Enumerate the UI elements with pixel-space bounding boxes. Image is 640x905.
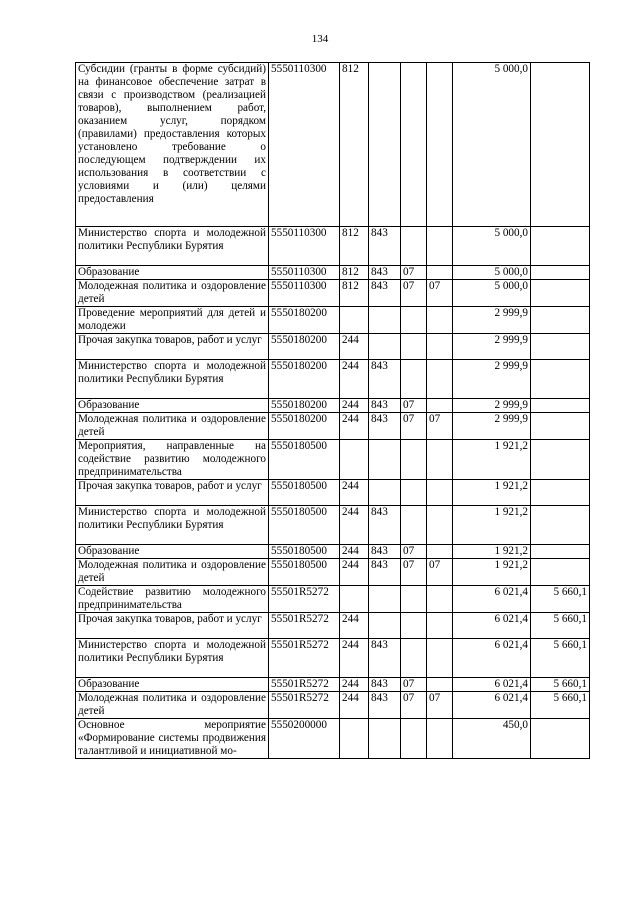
ministry-code: 843 <box>369 360 401 399</box>
table-row <box>76 266 590 280</box>
amount: 2 999,9 <box>453 334 531 360</box>
ministry-code: 843 <box>369 678 401 692</box>
expense-type-code: 812 <box>340 227 369 266</box>
section-code <box>401 360 427 399</box>
target-code: 5550110300 <box>269 63 340 227</box>
target-code: 5550180200 <box>269 413 340 440</box>
row-name: Содействие развитию молодежного предпринимательства <box>76 586 269 613</box>
table-row <box>76 480 590 506</box>
federal-amount: 5 660,1 <box>531 586 590 613</box>
section-code <box>401 506 427 545</box>
amount: 2 999,9 <box>453 399 531 413</box>
amount: 2 999,9 <box>453 413 531 440</box>
row-name: Мероприятия, направленные на содействие развитию молодежного предпринимательства <box>76 440 269 480</box>
row-name: Министерство спорта и молодежной политики Республики Бурятия <box>76 227 269 266</box>
ministry-code: 843 <box>369 692 401 719</box>
subsection-code <box>427 639 453 678</box>
target-code: 5550180500 <box>269 559 340 586</box>
ministry-code: 843 <box>369 266 401 280</box>
ministry-code: 843 <box>369 280 401 307</box>
federal-amount <box>531 440 590 480</box>
amount: 6 021,4 <box>453 613 531 639</box>
expense-type-code: 244 <box>340 360 369 399</box>
section-code <box>401 719 427 759</box>
table-row <box>76 639 590 678</box>
ministry-code: 843 <box>369 545 401 559</box>
table-body <box>76 63 590 759</box>
section-code: 07 <box>401 413 427 440</box>
target-code: 5550110300 <box>269 227 340 266</box>
federal-amount <box>531 480 590 506</box>
amount: 1 921,2 <box>453 545 531 559</box>
expense-type-code: 244 <box>340 480 369 506</box>
section-code <box>401 334 427 360</box>
row-name: Министерство спорта и молодежной политики Республики Бурятия <box>76 639 269 678</box>
amount: 5 000,0 <box>453 63 531 227</box>
row-name: Образование <box>76 266 269 280</box>
subsection-code <box>427 334 453 360</box>
expense-type-code: 812 <box>340 280 369 307</box>
amount: 1 921,2 <box>453 559 531 586</box>
expense-type-code: 244 <box>340 399 369 413</box>
table-row <box>76 692 590 719</box>
row-name: Субсидии (гранты в форме субсидий) на финансовое обеспечение затрат в связи с производством (реализацией товаров), выполнением работ, оказанием услуг, порядком (правилами) предоставления которых установлено требование о последующем подтверждении их использования в соответствии с условиями и (или) целями предоставления <box>76 63 269 227</box>
table-row <box>76 413 590 440</box>
table-row <box>76 506 590 545</box>
subsection-code: 07 <box>427 280 453 307</box>
row-name: Молодежная политика и оздоровление детей <box>76 692 269 719</box>
amount: 5 000,0 <box>453 227 531 266</box>
section-code <box>401 480 427 506</box>
expense-type-code <box>340 440 369 480</box>
row-name: Министерство спорта и молодежной политики Республики Бурятия <box>76 506 269 545</box>
row-name: Образование <box>76 545 269 559</box>
section-code <box>401 307 427 334</box>
expense-type-code: 812 <box>340 266 369 280</box>
target-code: 5550110300 <box>269 266 340 280</box>
federal-amount <box>531 719 590 759</box>
ministry-code: 843 <box>369 399 401 413</box>
table-row <box>76 227 590 266</box>
subsection-code <box>427 360 453 399</box>
subsection-code <box>427 480 453 506</box>
section-code <box>401 440 427 480</box>
federal-amount <box>531 266 590 280</box>
ministry-code: 843 <box>369 506 401 545</box>
subsection-code: 07 <box>427 559 453 586</box>
federal-amount: 5 660,1 <box>531 692 590 719</box>
section-code <box>401 227 427 266</box>
federal-amount <box>531 280 590 307</box>
ministry-code <box>369 63 401 227</box>
ministry-code <box>369 307 401 334</box>
section-code: 07 <box>401 545 427 559</box>
amount: 6 021,4 <box>453 692 531 719</box>
federal-amount <box>531 559 590 586</box>
amount: 1 921,2 <box>453 506 531 545</box>
row-name: Прочая закупка товаров, работ и услуг <box>76 613 269 639</box>
expense-type-code: 244 <box>340 613 369 639</box>
ministry-code <box>369 480 401 506</box>
ministry-code <box>369 440 401 480</box>
subsection-code <box>427 63 453 227</box>
federal-amount <box>531 360 590 399</box>
row-name: Молодежная политика и оздоровление детей <box>76 413 269 440</box>
row-name: Образование <box>76 678 269 692</box>
target-code: 5550200000 <box>269 719 340 759</box>
budget-table <box>75 62 590 759</box>
target-code: 5550180500 <box>269 440 340 480</box>
section-code: 07 <box>401 559 427 586</box>
target-code: 55501R5272 <box>269 692 340 719</box>
section-code <box>401 613 427 639</box>
ministry-code: 843 <box>369 559 401 586</box>
subsection-code <box>427 506 453 545</box>
target-code: 55501R5272 <box>269 613 340 639</box>
target-code: 55501R5272 <box>269 678 340 692</box>
subsection-code: 07 <box>427 692 453 719</box>
target-code: 55501R5272 <box>269 586 340 613</box>
target-code: 5550180200 <box>269 360 340 399</box>
table-row <box>76 280 590 307</box>
table-row <box>76 334 590 360</box>
expense-type-code <box>340 307 369 334</box>
table-row <box>76 399 590 413</box>
table-row <box>76 613 590 639</box>
row-name: Министерство спорта и молодежной политики Республики Бурятия <box>76 360 269 399</box>
federal-amount: 5 660,1 <box>531 639 590 678</box>
ministry-code: 843 <box>369 413 401 440</box>
ministry-code <box>369 586 401 613</box>
expense-type-code: 244 <box>340 559 369 586</box>
row-name: Прочая закупка товаров, работ и услуг <box>76 480 269 506</box>
section-code: 07 <box>401 692 427 719</box>
row-name: Молодежная политика и оздоровление детей <box>76 280 269 307</box>
table-row <box>76 545 590 559</box>
target-code: 5550180200 <box>269 334 340 360</box>
section-code: 07 <box>401 678 427 692</box>
target-code: 5550180500 <box>269 545 340 559</box>
federal-amount <box>531 334 590 360</box>
federal-amount: 5 660,1 <box>531 678 590 692</box>
expense-type-code: 244 <box>340 639 369 678</box>
table-row <box>76 307 590 334</box>
section-code <box>401 63 427 227</box>
ministry-code: 843 <box>369 639 401 678</box>
expense-type-code: 244 <box>340 692 369 719</box>
amount: 450,0 <box>453 719 531 759</box>
federal-amount <box>531 506 590 545</box>
subsection-code <box>427 266 453 280</box>
target-code: 5550180500 <box>269 480 340 506</box>
table-row <box>76 678 590 692</box>
amount: 1 921,2 <box>453 480 531 506</box>
federal-amount <box>531 227 590 266</box>
row-name: Молодежная политика и оздоровление детей <box>76 559 269 586</box>
expense-type-code: 244 <box>340 506 369 545</box>
row-name: Образование <box>76 399 269 413</box>
section-code <box>401 639 427 678</box>
ministry-code <box>369 719 401 759</box>
subsection-code <box>427 613 453 639</box>
expense-type-code: 244 <box>340 545 369 559</box>
amount: 5 000,0 <box>453 280 531 307</box>
ministry-code <box>369 613 401 639</box>
table-row <box>76 360 590 399</box>
amount: 6 021,4 <box>453 586 531 613</box>
amount: 6 021,4 <box>453 678 531 692</box>
table-row <box>76 719 590 759</box>
expense-type-code: 244 <box>340 678 369 692</box>
subsection-code <box>427 719 453 759</box>
row-name: Основное мероприятие «Формирование системы продвижения талантливой и инициативной мо- <box>76 719 269 759</box>
subsection-code: 07 <box>427 413 453 440</box>
federal-amount <box>531 545 590 559</box>
federal-amount <box>531 63 590 227</box>
subsection-code <box>427 440 453 480</box>
federal-amount: 5 660,1 <box>531 613 590 639</box>
subsection-code <box>427 586 453 613</box>
section-code <box>401 586 427 613</box>
expense-type-code: 812 <box>340 63 369 227</box>
target-code: 5550180200 <box>269 307 340 334</box>
expense-type-code: 244 <box>340 413 369 440</box>
amount: 6 021,4 <box>453 639 531 678</box>
ministry-code: 843 <box>369 227 401 266</box>
expense-type-code: 244 <box>340 334 369 360</box>
row-name: Проведение мероприятий для детей и молодежи <box>76 307 269 334</box>
subsection-code <box>427 545 453 559</box>
amount: 2 999,9 <box>453 307 531 334</box>
subsection-code <box>427 307 453 334</box>
amount: 1 921,2 <box>453 440 531 480</box>
subsection-code <box>427 399 453 413</box>
target-code: 5550180500 <box>269 506 340 545</box>
federal-amount <box>531 413 590 440</box>
target-code: 55501R5272 <box>269 639 340 678</box>
table-row <box>76 440 590 480</box>
target-code: 5550180200 <box>269 399 340 413</box>
amount: 2 999,9 <box>453 360 531 399</box>
table-row <box>76 559 590 586</box>
federal-amount <box>531 307 590 334</box>
expense-type-code <box>340 586 369 613</box>
expense-type-code <box>340 719 369 759</box>
amount: 5 000,0 <box>453 266 531 280</box>
target-code: 5550110300 <box>269 280 340 307</box>
section-code: 07 <box>401 399 427 413</box>
federal-amount <box>531 399 590 413</box>
section-code: 07 <box>401 280 427 307</box>
section-code: 07 <box>401 266 427 280</box>
table-row <box>76 63 590 227</box>
subsection-code <box>427 227 453 266</box>
ministry-code <box>369 334 401 360</box>
table-row <box>76 586 590 613</box>
row-name: Прочая закупка товаров, работ и услуг <box>76 334 269 360</box>
subsection-code <box>427 678 453 692</box>
page-number: 134 <box>311 33 329 45</box>
